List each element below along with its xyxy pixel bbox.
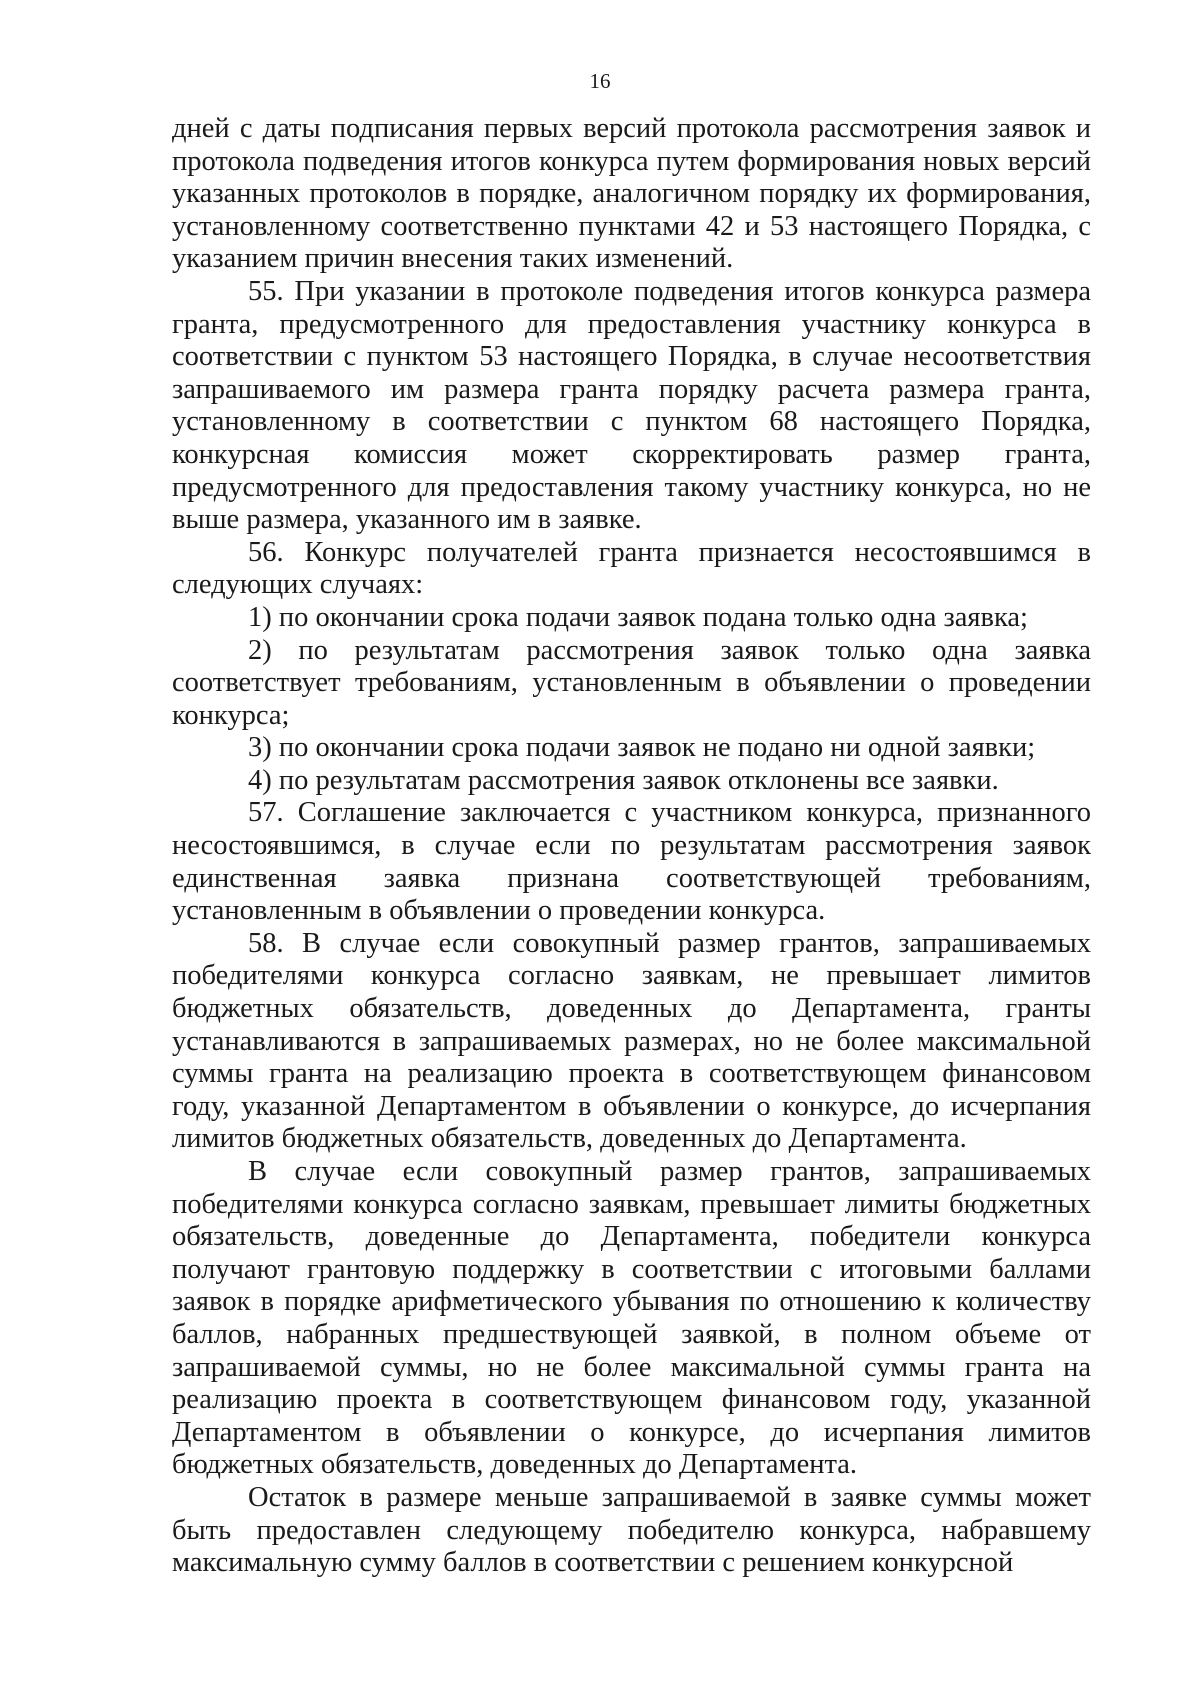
paragraph-item-58: 58. В случае если совокупный размер грантов, запрашиваемых победителями конкурса согласно заявкам, не превышает лимитов бюджетных обязательств, доведенных до Департамента, гранты устанавливаются в запрашиваемых размерах, но не более максимальной суммы гранта на реализацию проекта в соответствующем финансовом году, указанной Департаментом в объявлении о конкурсе, до исчерпания лимитов бюджетных обязательств, доведенных до Департамента.	[172, 927, 1091, 1155]
paragraph-item-56: 56. Конкурс получателей гранта признается несостоявшимся в следующих случаях:	[172, 536, 1091, 601]
paragraph-item-55: 55. При указании в протоколе подведения итогов конкурса размера гранта, предусмотренного для предоставления участнику конкурса в соответствии с пунктом 53 настоящего Порядка, в случае несоответствия запрашиваемого им размера гранта порядку расчета размера гранта, установленному в соответствии с пунктом 68 настоящего Порядка, конкурсная комиссия может скорректировать размер гранта, предусмотренного для предоставления такому участнику конкурса, но не выше размера, указанного им в заявке.	[172, 275, 1091, 536]
list-item-56-3: 3) по окончании срока подачи заявок не подано ни одной заявки;	[248, 732, 1036, 764]
paragraph-item-57: 57. Соглашение заключается с участником конкурса, признанного несостоявшимся, в случае если по результатам рассмотрения заявок единственная заявка признана соответствующей требованиям, установленным в объявлении о проведении конкурса.	[172, 797, 1091, 927]
list-item-56-1: 1) по окончании срока подачи заявок подана только одна заявка;	[248, 601, 1028, 633]
document-body	[172, 113, 1091, 1580]
paragraph-continuation: дней с даты подписания первых версий протокола рассмотрения заявок и протокола подведения итогов конкурса путем формирования новых версий указанных протоколов в порядке, аналогичном порядку их формирования, установленному соответственно пунктами 42 и 53 настоящего Порядка, с указанием причин внесения таких изменений.	[172, 113, 1091, 275]
list-item-56-4: 4) по результатам рассмотрения заявок отклонены все заявки.	[248, 764, 999, 796]
list-item-56-2: 2) по результатам рассмотрения заявок только одна заявка соответствует требованиям, установленным в объявлении о проведении конкурса;	[172, 634, 1091, 731]
page-number: 16	[589, 69, 611, 93]
paragraph-58-continuation: В случае если совокупный размер грантов, запрашиваемых победителями конкурса согласно заявкам, превышает лимиты бюджетных обязательств, доведенные до Департамента, победители конкурса получают грантовую поддержку в соответствии с итоговыми баллами заявок в порядке арифметического убывания по отношению к количеству баллов, набранных предшествующей заявкой, в полном объеме от запрашиваемой суммы, но не более максимальной суммы гранта на реализацию проекта в соответствующем финансовом году, указанной Департаментом в объявлении о конкурсе, до исчерпания лимитов бюджетных обязательств, доведенных до Департамента.	[172, 1156, 1091, 1481]
paragraph-58-remainder: Остаток в размере меньше запрашиваемой в заявке суммы может быть предоставлен следующему победителю конкурса, набравшему максимальную сумму баллов в соответствии с решением конкурсной	[172, 1481, 1091, 1579]
